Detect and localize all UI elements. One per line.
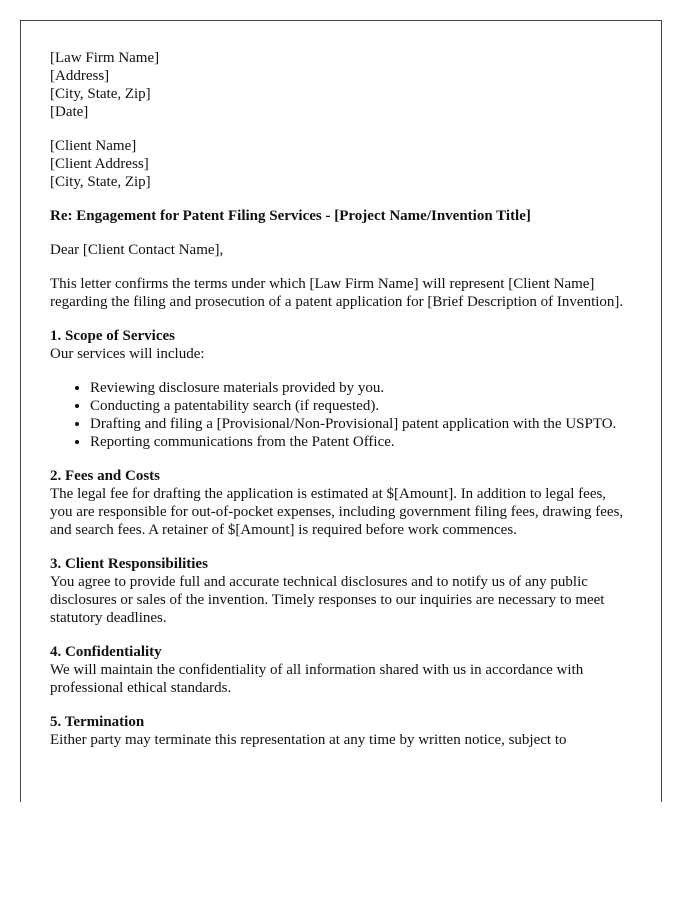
section-body: We will maintain the confidentiality of all information shared with us in accordance with professional ethical standards. (50, 662, 584, 696)
list-item: • Conducting a patentability search (if requested). (90, 397, 631, 415)
section-heading: 3. Client Responsibilities (50, 556, 208, 572)
section-body: The legal fee for drafting the application is estimated at $[Amount]. In addition to legal fees, you are responsible for out-of-pocket expenses, including government filing fees, drawing fees, and search fees. A retainer of $[Amount] is required before work commences. (50, 486, 624, 538)
section-responsibilities (50, 555, 631, 627)
salutation: Dear [Client Contact Name], (50, 242, 224, 258)
section-scope (50, 327, 631, 451)
recipient-address (50, 137, 631, 191)
section-heading: 4. Confidentiality (50, 644, 162, 660)
section-heading: 2. Fees and Costs (50, 468, 161, 484)
section-body: Our services will include: (50, 346, 205, 362)
services-list (50, 379, 631, 451)
recipient-line: [Client Address] (50, 156, 149, 172)
sender-line: [Address] (50, 68, 110, 84)
subject-line: Re: Engagement for Patent Filing Services - [Project Name/Invention Title] (50, 208, 531, 224)
letter-page (20, 20, 662, 802)
section-heading: 5. Termination (50, 714, 145, 730)
list-item: • Drafting and filing a [Provisional/Non-Provisional] patent application with the USPTO. (90, 415, 631, 433)
letter-date: [Date] (50, 104, 89, 120)
section-heading: 1. Scope of Services (50, 328, 175, 344)
list-item: • Reporting communications from the Patent Office. (90, 433, 631, 451)
list-item: • Reviewing disclosure materials provided by you. (90, 379, 631, 397)
recipient-line: [City, State, Zip] (50, 174, 151, 190)
section-body: Either party may terminate this representation at any time by written notice, subject to (50, 732, 567, 748)
intro-paragraph: This letter confirms the terms under which [Law Firm Name] will represent [Client Name] regarding the filing and prosecution of a patent application for [Brief Description of Invention]. (50, 276, 624, 310)
section-confidentiality (50, 643, 631, 697)
section-termination (50, 713, 631, 749)
section-fees (50, 467, 631, 539)
sender-line: [Law Firm Name] (50, 50, 160, 66)
section-body: You agree to provide full and accurate technical disclosures and to notify us of any public disclosures or sales of the invention. Timely responses to our inquiries are necessary to meet statutory deadlines. (50, 574, 605, 626)
recipient-line: [Client Name] (50, 138, 137, 154)
sender-line: [City, State, Zip] (50, 86, 151, 102)
sender-address (50, 49, 631, 121)
